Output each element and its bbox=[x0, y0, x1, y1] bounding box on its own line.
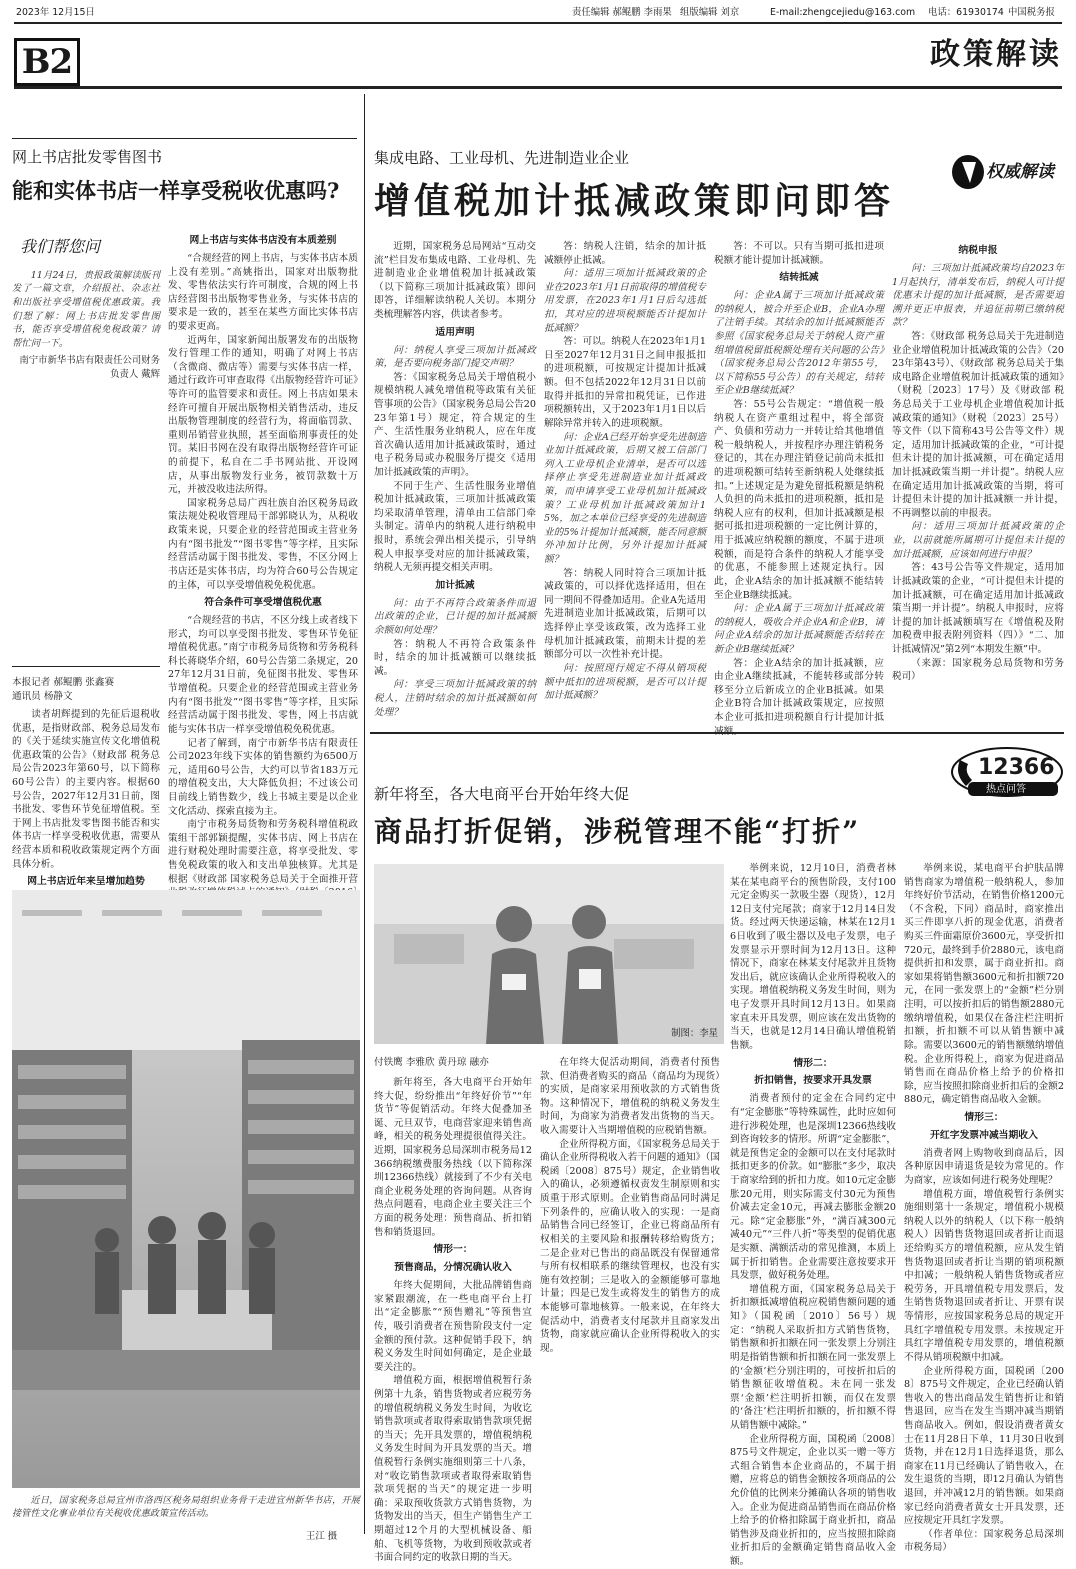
paragraph: 读者胡辉提到的先征后退税收优惠，是指财政部、税务总局发布的《关于延续实施宣传文化增值税优惠政策的公告》（财政部 税务总局公告2023年第60号，以下简称60号公告）的主要内容。根据60号公告，2027年12月31日前，图书批发、零售环节免征增值税。至于网上书店批发零售图书能否和实体书店一样享受税收优惠，需要从经营本质和税收政策规定两个方面具体分析。 bbox=[12, 709, 160, 870]
answer: 答：《国家税务总局关于增值税小规模纳税人减免增值税等政策有关征管事项的公告》（国家税务总局公告2023年第1号）规定，符合规定的生产、生活性服务业纳税人，应在年度首次确认适用加计抵减政策时，通过电子税务局或办税服务厅提交《适用加计抵减政策的声明》。 bbox=[374, 371, 536, 479]
caption-text: 近日，国家税务总局宜州市洛西区税务局组织业务骨干走进宜州新华书店，开展接管性文化事业单位有关税收优惠政策宣传活动。 bbox=[12, 1495, 360, 1520]
top-rule bbox=[14, 22, 1062, 24]
layout-editor: 组版编辑 刘京 bbox=[680, 7, 740, 18]
paragraph: “合规经营的书店，不区分线上或者线下形式，均可以享受图书批发、零售环节免征增值税优惠。”南宁市税务局货物和劳务税科科长蒋晓华介绍，60号公告第二条规定，2027年12月31日前，免征图书批发、零售环节增值税。只要企业的经营范围或主营业务内有“图书批发”“图书零售”等字样，且实际经营活动属于图书批发、零售，网上书店就能与实体书店一样享受增值税免税优惠。 bbox=[168, 615, 358, 735]
answer: 答：可以。纳税人在2023年1月1日至2027年12月31日之间申报抵扣的进项税额，可按规定计提加计抵减额。但不包括2022年12月31日以前取得并抵扣的异常扣税凭证，已作进项税额转出，又于2023年1月1日以后解除异常并转入的进项税额。 bbox=[544, 336, 706, 429]
question: 问：由于不再符合政策条件而退出政策的企业，已计提的加计抵减额余额如何处理？ bbox=[374, 597, 536, 637]
ask-box-rule bbox=[12, 666, 160, 667]
phone: 电话：61930174 bbox=[928, 7, 1004, 18]
question: 问：三项加计抵减政策均自2023年1月起执行，清单发布后，纳税人可计提优惠未计提的加计抵减额，是否需要追溯并更正申报表，并追征前期已缴纳税款？ bbox=[892, 262, 1064, 329]
question-asker: 南宁市新华书店有限责任公司财务负责人 戴辉 bbox=[19, 355, 160, 380]
bottom-col-4 bbox=[904, 862, 1064, 1554]
answer: 答：43号公告等文件规定，适用加计抵减政策的企业，“可计提但未计提的加计抵减额，可在确定适用加计抵减政策当期一并计提”。纳税人申报时，应将计提的加计抵减额填写在《增值税及附加税费申报表附列资料（四）》“二、加计抵减情况”第2列“本期发生额”中。 bbox=[892, 562, 1064, 655]
bottom-headline: 商品打折促销，涉税管理不能“打折” bbox=[374, 815, 861, 848]
answer: 答：企业A结余的加计抵减额，应由企业A继续抵减，不能转移或部分转移至分立后新成立的企业B抵减。如果企业B符合加计抵减政策规定，应按照本企业可抵扣进项税额自行计提加计抵 bbox=[714, 657, 884, 724]
column-logo: 我们帮您问 bbox=[20, 237, 101, 256]
paragraph: 在年终大促活动期间，消费者付预售款、但消费者购买的商品（商品均为现货）的实质，是商家采用预收款的方式销售货物。这种情况下，增值税的纳税义务发生时间，为商家为消费者发出货物的当天。收入需要计入当期增值税的应税销售额。 bbox=[540, 1057, 720, 1137]
photo-credit: 王江 摄 bbox=[306, 1531, 338, 1542]
byline-correspondent: 通讯员 杨静文 bbox=[12, 690, 73, 702]
badge-text: 权威解读 bbox=[986, 162, 1054, 182]
header-rule bbox=[14, 86, 1062, 89]
byline-reporters: 本报记者 郝鲲鹏 张鑫赛 bbox=[12, 677, 115, 688]
paragraph: 近期，国家税务总局网站“互动交流”栏目发布集成电路、工业母机、先进制造业企业增值税加计抵减政策（以下简称三项加计抵减政策）即问即答，详细解读纳税人关切。本期分类梳理解答内容，供读者参考。 bbox=[374, 241, 536, 321]
mid-rule bbox=[370, 732, 1064, 734]
byline bbox=[12, 676, 114, 703]
paragraph: 增值税方面，根据增值税暂行条例第十九条，销售货物或者应税劳务的增值税纳税义务发生时间，为收讫销售款项或者取得索取销售款项凭据的当天；先开具发票的，增值税纳税义务发生时间为开具发票的当天。增值税暂行条例实施细则第三十八条，对“收讫销售款项或者取得索取销售款项凭据的当天”的规定进一步明确：采取预收货款方式销售货物，为货物发出的当天，但生产销售生产工期超过12个月的大型机械设备、船舶、飞机等货物，为收到预收款或者书面合同约定的收款日期的当天。 bbox=[374, 1375, 532, 1564]
paragraph: 南宁市税务局货物和劳务税科增值税政策组干部郭颖提醒，实体书店、网上书店在进行财税处理时需要注意，将享受批发、零售免税政策的收入和支出单独核算。尤其是根据《财政部 国家税务总局关于全面推开营 bbox=[168, 819, 358, 885]
paragraph: 消费者网上购物收到商品后，因各种原因申请退货是较为常见的。作为商家，应该如何进行税务处理呢？ bbox=[904, 1147, 1064, 1186]
phone-icon bbox=[958, 760, 972, 786]
paragraph: 年终大促期间，大批品牌销售商家紧跟潮流，在一些电商平台上打出“定金膨胀”“预售赠礼”等预售宣传，吸引消费者在预售阶段支付一定金额的预付款。这种促销手段下，纳税义务发生时间如何确定，是企业最要关注的。 bbox=[374, 1280, 532, 1373]
top-col-3 bbox=[714, 240, 884, 724]
subheading: 网上书店与实体书店没有本质差别 bbox=[189, 235, 337, 246]
bookstore-photo bbox=[12, 890, 360, 1488]
illustration-credit: 制图：李星 bbox=[671, 1027, 718, 1039]
source-note: （来源：国家税务总局货物和劳务税司） bbox=[892, 657, 1064, 683]
paragraph: “合规经营的网上书店，与实体书店本质上没有差别。”高姚指出，国家对出版物批发、零售依法实行许可制度，合规的网上书店经营图书出版物零售业务，与实体书店的要求是一致的，甚至在某些方面比实体书店的要求更高。 bbox=[168, 252, 358, 332]
hotline-label: 热点问答 bbox=[986, 784, 1026, 795]
author-unit: （作者单位：国家税务总局深圳市税务局） bbox=[904, 1528, 1064, 1554]
subheading: 加计抵减 bbox=[435, 579, 475, 591]
top-col-4 bbox=[892, 240, 1064, 724]
answer: 不同于生产、生活性服务业增值税加计抵减政策，三项加计抵减政策均采取清单管理，清单由工信部门牵头制定。清单内的纳税人进行纳税申报时，系统会弹出相关提示，引导纳税人申报享受对应的加计抵减政策，纳税人无须再提交相关声明。 bbox=[374, 480, 536, 574]
tax-officer-illustration bbox=[374, 864, 724, 1044]
paragraph: 记者了解到，南宁市新华书店有限责任公司2023年线下实体的销售额约为6500万元，适用60号公告，大约可以节省183万元的增值税支出，大大降低负担；不过该公司目前线上销售数少，线上书城主要是以企业文化活动、探索直接为主。 bbox=[168, 737, 358, 817]
page-number: B2 bbox=[14, 38, 80, 86]
subheading: 适用声明 bbox=[435, 326, 475, 338]
subheading: 预售商品，分情况确认收入 bbox=[394, 1262, 512, 1274]
bottom-kicker: 新年将至，各大电商平台开始年终大促 bbox=[374, 785, 630, 803]
bottom-col-3 bbox=[730, 862, 896, 1568]
subheading: 开红字发票冲减当期收入 bbox=[930, 1129, 1038, 1141]
reader-question: 11月24日，贵报政策解读版刊发了一篇文章，介绍报社、杂志社和出版社享受增值税优惠政策。我们想了解：网上书店批发零售图书，能否享受增值税免税政策？请帮忙问一下。 bbox=[12, 269, 160, 349]
masthead-bar bbox=[0, 0, 1076, 22]
subheading: 情形一： bbox=[433, 1244, 473, 1256]
section-title: 政策解读 bbox=[930, 37, 1062, 72]
subheading: 结转抵减 bbox=[779, 272, 819, 284]
email[interactable]: E-mail:zhengcejiedu@163.com bbox=[770, 7, 916, 18]
bottom-col-1 bbox=[374, 1076, 532, 1564]
hotline-badge bbox=[950, 746, 1064, 800]
issue-date: 2023年 12月15日 bbox=[16, 7, 95, 18]
top-headline: 增值税加计抵减政策即问即答 bbox=[374, 180, 895, 222]
paragraph: 企业所得税方面，国税函〔2008〕875号文件规定，企业以买一赠一等方式组合销售本企业商品的，不属于捐赠，应将总的销售金额按各项商品的公允价值的比例来分摊确认各项的销售收入。企业为促进商品销售而在商品价格上给予的价格扣除属于商业折扣，商品销售涉及商业折扣的，应当按照扣除商业折扣后的金额确定销售商品收入金额。 bbox=[730, 1433, 896, 1568]
left-headline: 能和实体书店一样享受税收优惠吗? bbox=[12, 178, 340, 203]
question: 问：适用三项加计抵减政策的企业在2023年1月1日前取得的增值税专用发票，在2023年1月1日后勾选抵扣，其对应的进项税额能否计提加计抵减额？ bbox=[544, 268, 706, 334]
question: 问：纳税人享受三项加计抵减政策，是否要向税务部门提交声明？ bbox=[374, 344, 536, 370]
paragraph: 举例来说，12月10日，消费者林某在某电商平台的预售阶段，支付100元定金购买一款吸尘器（现货），12月12日支付完尾款；商家于12月14日发货。经过两天快递运输，林某在12月16日收到了吸尘器以及电子发票，电子发票显示开票时间为12月13日。这种情况下，商家在林某支付尾款并且货物发出后，就应该确认企业所得税收入的实现。增值税纳税义务发生时间，则为电子发票开具时间12月13日。如果商家直未开具发票，则应该在发出货物的当天，也就是12月14日确认增值税销售额。 bbox=[730, 863, 896, 1051]
paragraph: 新年将至，各大电商平台开始年终大促，纷纷推出“年终好价节”“年货节”等促销活动。年终大促叠加圣诞、元旦双节，电商营家迎来销售高峰，相关的税务处理提很值得关注。近期，国家税务总局深圳市税务局12366纳税缴费服务热线（以下简称深圳12366热线）就接到了不少有关电商企业税务处理的咨询问题。从咨询热点问题看，电商企业主要关注三个方面的税务处理：预售商品、折扣销售和销货退回。 bbox=[374, 1077, 532, 1238]
paragraph: 增值税方面，增值税暂行条例实施细则第十一条规定，增值税小规模纳税人以外的纳税人（以下称一般纳税人）因销售货物退回或者折让而退还给购买方的增值税额，应从发生销售货物退回或者折让当期的销项税额中扣减；一般纳税人销售货物或者应税劳务，开具增值税专用发票后，发生销售货物退回或者折让、开票有误等情形，应按国家税务总局的规定开具红字增值税专用发票。未按规定开具红字增值税专用发票的，增值税额不得从销项税额中扣减。 bbox=[904, 1188, 1064, 1363]
question: 问：享受三项加计抵减政策的纳税人，注销时结余的加计抵减额如何处理？ bbox=[374, 679, 536, 718]
photo-caption bbox=[12, 1494, 360, 1528]
bottom-authors: 付铁鹰 李雅欣 黄丹琼 融亦 bbox=[374, 1057, 489, 1068]
question: 问：企业A属于三项加计抵减政策的纳税人，被合并至企业B，企业A办理了注销手续。其结余的加计抵减额能否参照《国家税务总局关于纳税人资产重组增值税留抵税额处理有关问题的公告》（国家税务总局公告2012年第55号，以下简称55号公告）的有关规定，结转至企业B继续抵减？ bbox=[714, 290, 884, 397]
subheading: 网上书店近年来呈增加趋势 bbox=[27, 876, 145, 888]
authoritative-badge bbox=[950, 152, 1060, 192]
question: 问：按照现行规定不得从销项税额中抵扣的进项税额，是否可以计提加计抵减额？ bbox=[544, 662, 706, 702]
ask-box bbox=[12, 228, 160, 648]
answer: 答：《财政部 税务总局关于先进制造业企业增值税加计抵减政策的公告》（2023年第43号）、《财政部 税务总局关于集成电路企业增值税加计抵减政策的通知》（财税〔2023〕17号）及《财政部 税务总局关于工业母机企业增值税加计抵减政策的通知》（财税〔2023〕25号）等文件（以下简称43号公告等文件）规定，适用加计抵减政策的企业，“可计提但未计提的加计抵减额，可在确定适用加计抵减政策当期一并计提”。纳税人应在确定适用加计抵减政策的当期，将可计提但未计提的加计抵减额一并计提，不再调整以前的申报表。 bbox=[892, 330, 1064, 519]
answer: 答：55号公告规定：“增值税一般纳税人在资产重组过程中，将全部资产、负债和劳动力一并转让给其他增值税一般纳税人，并按程序办理注销税务登记的，其在办理注销登记前尚未抵扣的进项税额可结转至新纳税人处继续抵扣。”上述规定是为避免留抵税额是纳税人负担的尚未抵扣的进项税额，抵扣是纳税人应有的权利，但加计抵减额是根据可抵扣进项税额的一定比例计算的，用于抵减应纳税额的额度，不属于进项税额，而是符合条件的纳税人才能享受的优惠，不能参照上述规定执行。因此，企业A结余的加计抵减额不能结转至企业B继续抵减。 bbox=[714, 399, 884, 601]
hotline-number: 12366 bbox=[978, 755, 1055, 780]
paragraph: 近两年，国家新闻出版署发布的出版物发行管理工作的通知，明确了对网上书店（含微商、微店等）需要与实体书店一样，通过行政许可审查取得《出版物经营许可证》等许可的监管要求和责任。网上书店如果未经许可擅自开展出版物相关销售活动，违反出版物管理制度的经营行为，将面临罚款、重则吊销营业执照，甚至面临刑事责任的处罚。某旧书网在没有取得出版物经营许可证的前提下，私自在二手书网站批、开设网店，从事出版物发行业务，被罚款数十万元，并被没收违法所得。 bbox=[168, 334, 358, 496]
paragraph: 举例来说，某电商平台护肤品牌销售商家为增值税一般纳税人，参加年终好价节活动，在销售价格1200元（不含税，下同）商品时，商家推出买三件即享八折的现金优惠，消费者购买三件面霜原价3600元，享受折扣720元，最终到手价2880元，该电商提供折扣和发票，属于商业折扣。商家如果将销售额3600元和折扣额720元，在同一张发票上的“金额”栏分别注明，可以按折扣后的销售额2880元缴纳增值税，如果仅在备注栏注明折扣额，折扣额不可以从销售额中减除。需要以3600元的销售额缴纳增值税。企业所得税上，商家为促进商品销售而在商品价格上给予的价格扣除，应当按照扣除商业折扣后的金额2880元，确定销售商品收入金额。 bbox=[904, 863, 1064, 1106]
subheading: 情形三： bbox=[964, 1111, 1004, 1123]
subheading: 符合条件可享受增值税优惠 bbox=[204, 597, 322, 609]
paragraph: 消费者预付的定金在合同约定中有“定金膨胀”等特殊属性，此时应如何进行涉税处理，也是深圳12366热线收到咨询较多的情形。所谓“定金膨胀”，就是预售定金的金额可以在支付尾款时抵扣更多的价款。如“膨胀”多少，取决于商家给到的折扣力度。如10元定金膨胀20元用，则实际需支付30元为预售价减去定金10元，再减去膨胀金额20元。除“定金膨胀”外，“满百减300元减40元”“三件八折”等类型的促销优惠是实额、满额活动的常见推测，本质上属于折扣销售。企业需要注意按要求开具发票，做好税务处理。 bbox=[730, 1093, 896, 1282]
top-kicker: 集成电路、工业母机、先进制造业企业 bbox=[374, 149, 630, 167]
answer: 答：不可以。只有当期可抵扣进项税额才能计提加计抵减额。 bbox=[714, 241, 884, 266]
answer: 答：纳税人不再符合政策条件时，结余的加计抵减额可以继续抵减。 bbox=[374, 638, 536, 677]
question: 问：企业A属于三项加计抵减政策的纳税人，吸收合并企业A和企业B，请问企业A结余的加计抵减额能否结转在新企业B继续抵减？ bbox=[714, 603, 884, 655]
paragraph: 国家税务总局广西壮族自治区税务局政策法规处税收管理局干部郭晓认为，从税收政策来说，只要企业的经营范围或主营业务内有“图书批发”“图书零售”等字样，且实际经营活动属于图书批发、零售，不区分网上书店还是实体书店，均为符合60号公告规定的主体，可以享受增值税免税优惠。 bbox=[168, 497, 358, 591]
bottom-col-2 bbox=[540, 1056, 720, 1536]
paper-name: 中国税务报 bbox=[1008, 7, 1055, 18]
subheading: 纳税申报 bbox=[958, 245, 998, 256]
paragraph: 企业所得税方面，国税函〔2008〕875号文件规定，企业已经确认销售收入的售出商品发生销售折让和销售退回，应当在发生当期冲减当期销售商品收入。例如，假设消费者黄女士在11月28日下单，11月30日收到货物，并在12月1日选择退货，那么商家在11月已经确认了销售收入，在发生退货的当期，即12月确认为销售退回，并冲减12月的销售额。如果商家已经向消费者黄女士开具发票，还应按规定开具红字发票。 bbox=[904, 1365, 1064, 1527]
subheading: 情形二： bbox=[793, 1057, 833, 1069]
question: 问：适用三项加计抵减政策的企业，以前就能所属期可计提但未计提的加计抵减额，应该如何进行申报？ bbox=[892, 521, 1064, 560]
paragraph: 企业所得税方面，《国家税务总局关于确认企业所得税收入若干问题的通知》（国税函〔2008〕875号）规定，企业销售收入的确认，必须遵循权责发生制原则和实质重于形式原则。企业销售商品同时满足下列条件的，应确认收入的实现：一是商品销售合同已经签订，企业已将商品所有权相关的主要风险和报酬转移给购货方；二是企业对已售出的商品既没有保留通常与所有权相联系的继续管理权，也没有实施有效控制；三是收入的金额能够可靠地计量；四是已发生或将发生的销售方的成本能够可靠地核算。一般来说，在年终大促活动中，消费者支付尾款并且商家发出货物，商家就应确认企业所得税收入的实现。 bbox=[540, 1138, 720, 1354]
responsible-editor: 责任编辑 郝鲲鹏 李雨果 bbox=[572, 7, 672, 18]
left-kicker: 网上书店批发零售图书 bbox=[12, 148, 163, 166]
question: 问：企业A已经开始享受先进制造业加计抵减政策，后期又被工信部门列入工业母机企业清单，是否可以选择停止享受先进制造业加计抵减政策，而申请享受工业母机加计抵减政策？工业母机加计抵减政策加计15%，加之本单位已经享受的先进制造业的5%计提加计抵减额，能否同意额外冲加计比例，另外计提加计抵减额？ bbox=[544, 431, 706, 566]
answer: 答：纳税人同时符合三项加计抵减政策的，可以择优选择适用，但在同一期间不得叠加适用。企业A先适用先进制造业加计抵减政策，后期可以选择停止享受该政策，改为选择工业母机加计抵减政策，前期未计提的差额部分可以一次性补充计提。 bbox=[544, 567, 706, 661]
left-title-rule bbox=[12, 138, 357, 139]
subheading: 折扣销售，按要求开具发票 bbox=[754, 1075, 872, 1087]
top-col-2 bbox=[544, 240, 706, 724]
top-col-1 bbox=[374, 240, 536, 724]
paragraph: 增值税方面，《国家税务总局关于折扣额抵减增值税应税销售额问题的通知》（国税函〔2010〕56号）规定：“纳税人采取折扣方式销售货物，销售额和折扣额在同一张发票上分别注明是指销售额和折扣额在同一张发票上的‘金额’栏分别注明的，可按折扣后的销售额征收增值税。未在同一张发票‘金额’栏注明折扣额，而仅在发票的‘备注’栏注明折扣额的，折扣额不得从销售额中减除。” bbox=[730, 1283, 896, 1431]
left-col-2 bbox=[168, 230, 358, 886]
column-divider bbox=[364, 94, 365, 1534]
answer: 答：纳税人注销，结余的加计抵减额停止抵减。 bbox=[544, 241, 706, 266]
